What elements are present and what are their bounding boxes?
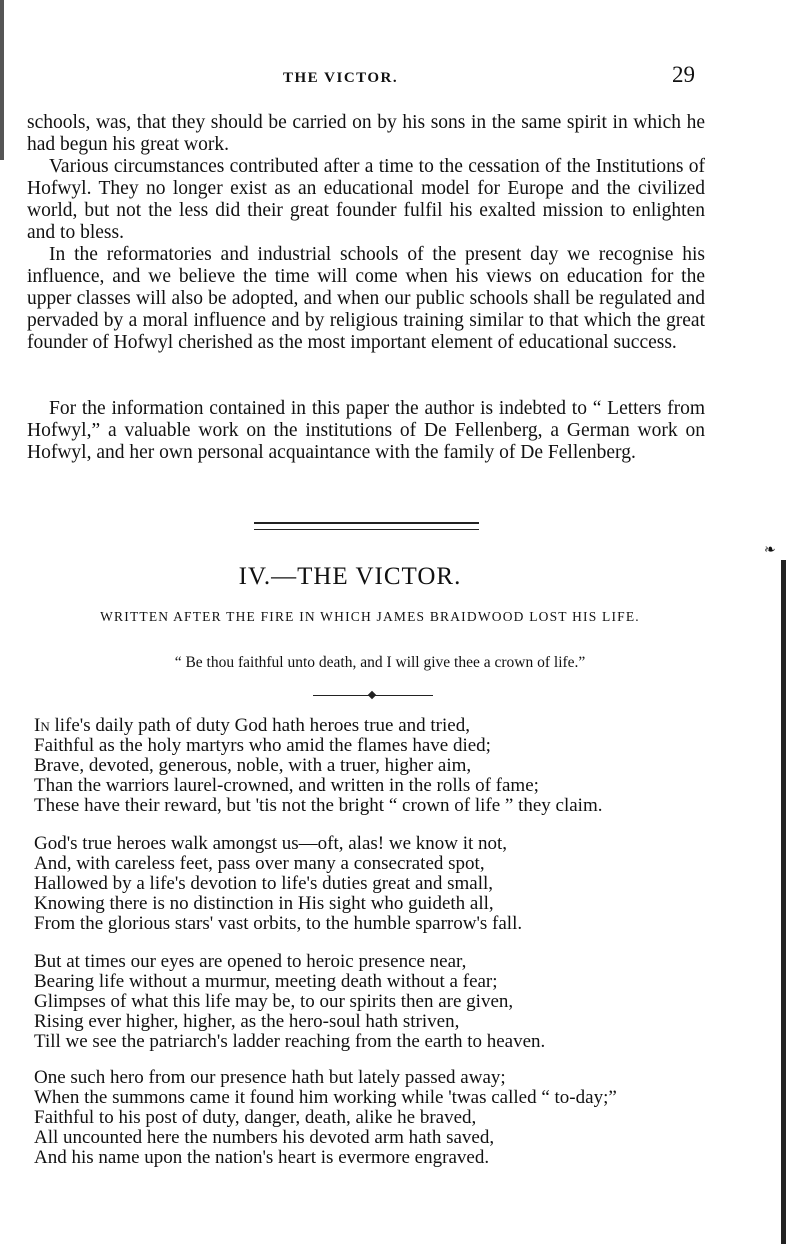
section-title: IV.—THE VICTOR.	[238, 563, 462, 590]
margin-mark-icon: ❧	[764, 543, 776, 558]
poem-stanza	[34, 834, 734, 934]
page-edge-right	[781, 560, 786, 1244]
poem-stanza	[34, 716, 734, 816]
poem-line: But at times our eyes are opened to heroic presence near,	[34, 951, 467, 972]
poem-line: These have their reward, but 'tis not the bright “ crown of life ” they claim.	[34, 795, 603, 816]
poem-line: Faithful as the holy martyrs who amid the flames have died;	[34, 735, 491, 756]
poem-line: And, with careless feet, pass over many a consecrated spot,	[34, 853, 485, 874]
poem-line: Rising ever higher, higher, as the hero-soul hath striven,	[34, 1011, 460, 1032]
page-header	[0, 62, 788, 92]
poem-line	[34, 716, 734, 736]
poem-line: Than the warriors laurel-crowned, and written in the rolls of fame;	[34, 775, 539, 796]
paragraph-continued: schools, was, that they should be carried on by his sons in the same spirit in which he had begun his great work.	[27, 112, 705, 155]
poem-stanza	[34, 952, 734, 1052]
poem-line: Till we see the patriarch's ladder reaching from the earth to heaven.	[34, 1031, 546, 1052]
divider-thin-line	[254, 529, 479, 530]
poem-line: Hallowed by a life's devotion to life's duties great and small,	[34, 873, 494, 894]
poem-line: All uncounted here the numbers his devoted arm hath saved,	[34, 1127, 495, 1148]
poem-first-line-text: life's daily path of duty God hath heroes true and tried,	[49, 715, 470, 736]
ornamental-rule	[313, 691, 433, 701]
page-number: 29	[672, 62, 695, 87]
poem-line: Bearing life without a murmur, meeting death without a fear;	[34, 971, 498, 992]
diamond-icon	[368, 691, 376, 699]
poem-line: God's true heroes walk amongst us—oft, alas! we know it not,	[34, 833, 508, 854]
poem-line: When the summons came it found him working while 'twas called “ to-day;”	[34, 1087, 617, 1108]
paragraph: In the reformatories and industrial schools of the present day we recognise his influence, and we believe the time will come when his views on education for the upper classes will also be adopted, and when our public schools shall be regulated and pervaded by a moral influence and by religious training similar to that which the great founder of Hofwyl cherished as the most important element of educational success.	[27, 244, 705, 353]
epigraph: “ Be thou faithful unto death, and I will give thee a crown of life.”	[174, 654, 586, 671]
poem-line: Knowing there is no distinction in His sight who guideth all,	[34, 893, 494, 914]
divider-thick-line	[254, 522, 479, 524]
poem-first-word: In	[34, 715, 50, 736]
poem-line: Faithful to his post of duty, danger, death, alike he braved,	[34, 1107, 477, 1128]
paragraph: For the information contained in this paper the author is indebted to “ Letters from Hofwyl,” a valuable work on the institutions of De Fellenberg, a German work on Hofwyl, and her own personal acquaintance with the family of De Fellenberg.	[27, 398, 705, 463]
poem-line: One such hero from our presence hath but lately passed away;	[34, 1067, 506, 1088]
section-subtitle: WRITTEN AFTER THE FIRE IN WHICH JAMES BRAIDWOOD LOST HIS LIFE.	[100, 609, 640, 624]
paragraph: Various circumstances contributed after a time to the cessation of the Institutions of Hofwyl. They no longer exist as an educational model for Europe and the civilized world, but not the less did their great founder fulfil his exalted mission to enlighten and to bless.	[27, 156, 705, 243]
running-title: THE VICTOR.	[283, 70, 399, 86]
poem-line: From the glorious stars' vast orbits, to the humble sparrow's fall.	[34, 913, 523, 934]
poem-line: And his name upon the nation's heart is evermore engraved.	[34, 1147, 490, 1168]
poem-line: Glimpses of what this life may be, to our spirits then are given,	[34, 991, 514, 1012]
poem-stanza	[34, 1068, 734, 1168]
poem-line: Brave, devoted, generous, noble, with a truer, higher aim,	[34, 755, 472, 776]
section-divider	[254, 522, 479, 534]
